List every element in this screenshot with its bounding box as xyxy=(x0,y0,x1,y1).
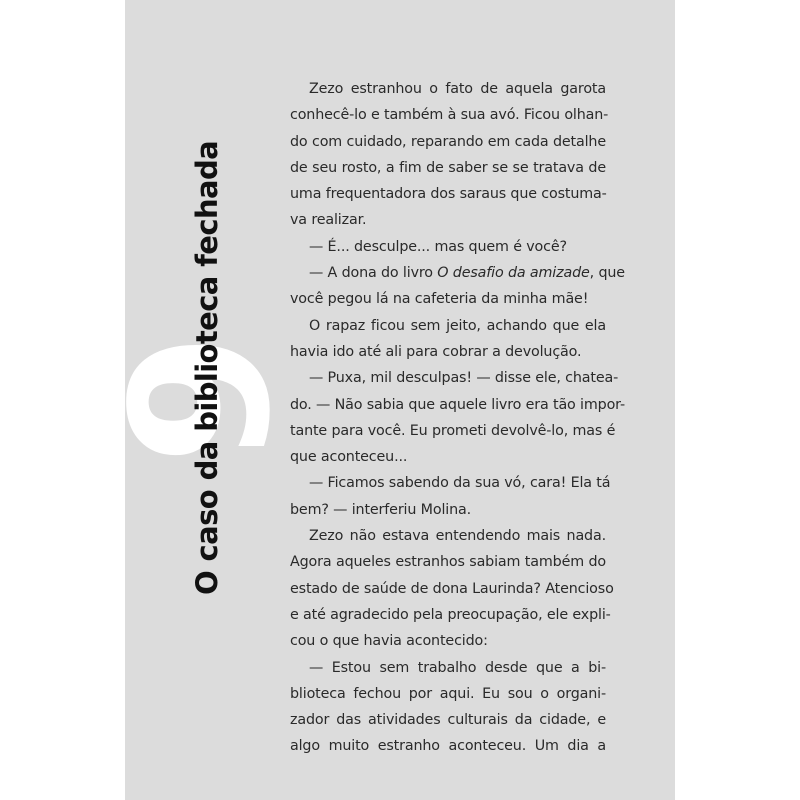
text-line: de seu rosto, a fim de saber se se tratava de xyxy=(290,159,606,176)
book-title: O desafio da amizade xyxy=(437,265,590,282)
text-line: — Ficamos sabendo da sua vó, cara! Ela tá xyxy=(309,475,611,492)
text-line xyxy=(290,260,625,286)
text-fragment: , que xyxy=(589,265,625,282)
text-line: conhecê-lo e também à sua avó. Ficou olhan- xyxy=(290,107,609,124)
text-line: havia ido até ali para cobrar a devolução. xyxy=(290,343,582,360)
text-line: O rapaz ficou sem jeito, achando que ela xyxy=(309,317,606,334)
text-line: estado de saúde de dona Laurinda? Atencioso xyxy=(290,580,614,597)
text-line: que aconteceu... xyxy=(290,449,408,466)
text-line: blioteca fechou por aqui. Eu sou o organi- xyxy=(290,685,606,702)
text-line: Agora aqueles estranhos sabiam também do xyxy=(290,554,606,571)
text-line: tante para você. Eu prometi devolvê-lo, mas é xyxy=(290,422,616,439)
text-line: bem? — interferiu Molina. xyxy=(290,501,472,518)
text-line: va realizar. xyxy=(290,212,367,229)
text-line: algo muito estranho aconteceu. Um dia a xyxy=(290,738,606,755)
text-line: do. — Não sabia que aquele livro era tão impor- xyxy=(290,396,625,413)
text-line: — É... desculpe... mas quem é você? xyxy=(309,238,567,255)
text-line: cou o que havia acontecido: xyxy=(290,633,488,650)
chapter-number: 9 xyxy=(91,332,312,465)
body-text xyxy=(290,76,625,760)
text-line: — Puxa, mil desculpas! — disse ele, chatea- xyxy=(309,370,619,387)
text-line: Zezo não estava entendendo mais nada. xyxy=(309,528,606,545)
text-line: Zezo estranhou o fato de aquela garota xyxy=(309,81,606,97)
text-line: — Estou sem trabalho desde que a bi- xyxy=(309,659,606,676)
text-line: e até agradecido pela preocupação, ele expli- xyxy=(290,606,611,623)
book-page xyxy=(91,0,675,800)
text-line: zador das atividades culturais da cidade, e xyxy=(290,712,606,729)
text-line: você pegou lá na cafeteria da minha mãe! xyxy=(290,291,589,308)
chapter-title: O caso da biblioteca fechada xyxy=(190,140,224,595)
text-line: uma frequentadora dos saraus que costuma- xyxy=(290,186,607,203)
text-fragment: — A dona do livro xyxy=(309,265,438,282)
text-line: do com cuidado, reparando em cada detalhe xyxy=(290,133,606,150)
